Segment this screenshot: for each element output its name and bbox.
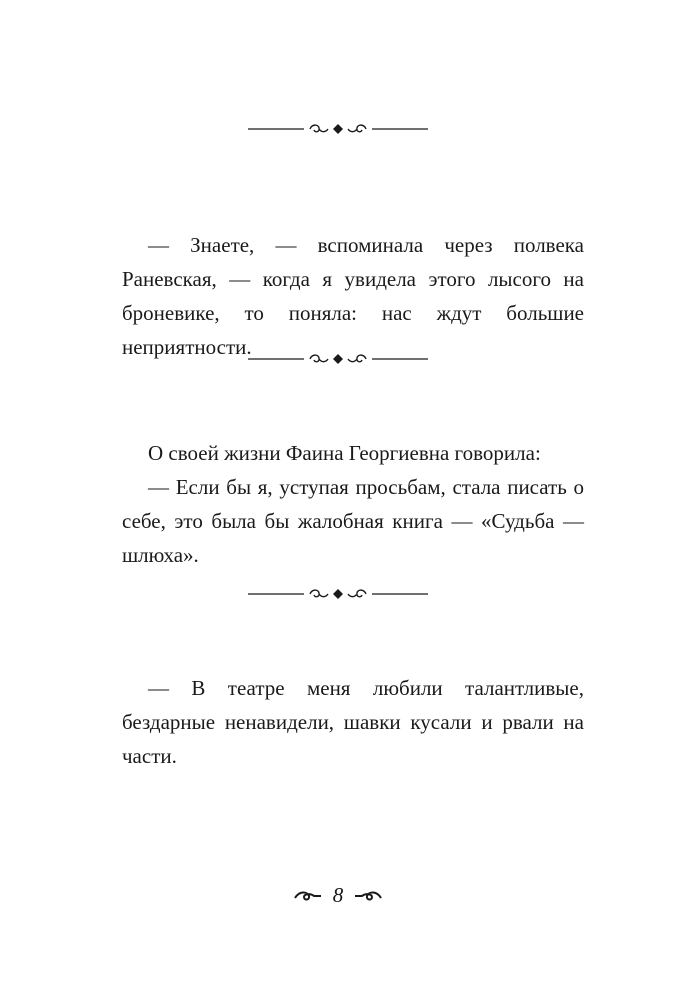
right-flourish-icon <box>353 887 383 903</box>
ornamental-divider <box>0 349 676 369</box>
paragraph: — Знаете, — вспоминала через полвека Раневская, — когда я увидела этого лысого на броневике, то поняла: нас ждут большие неприятности. <box>122 233 584 359</box>
ornamental-divider <box>0 584 676 604</box>
ornamental-divider-icon <box>248 349 428 369</box>
text-block-2 <box>122 436 584 572</box>
text-block-1 <box>122 228 584 364</box>
page-number: 8 <box>332 882 344 907</box>
left-flourish-icon <box>293 887 323 903</box>
ornamental-divider-icon <box>248 119 428 139</box>
paragraph: — Если бы я, уступая просьбам, стала писать о себе, это была бы жалобная книга — «Судьба — шлюха». <box>122 475 584 567</box>
ornamental-divider <box>0 119 676 139</box>
text-block-3 <box>122 671 584 773</box>
paragraph: — В театре меня любили талантливые, бездарные ненавидели, шавки кусали и рвали на части. <box>122 676 584 768</box>
page-footer <box>0 880 676 910</box>
ornamental-divider-icon <box>248 584 428 604</box>
paragraph: О своей жизни Фаина Георгиевна говорила: <box>148 441 541 465</box>
